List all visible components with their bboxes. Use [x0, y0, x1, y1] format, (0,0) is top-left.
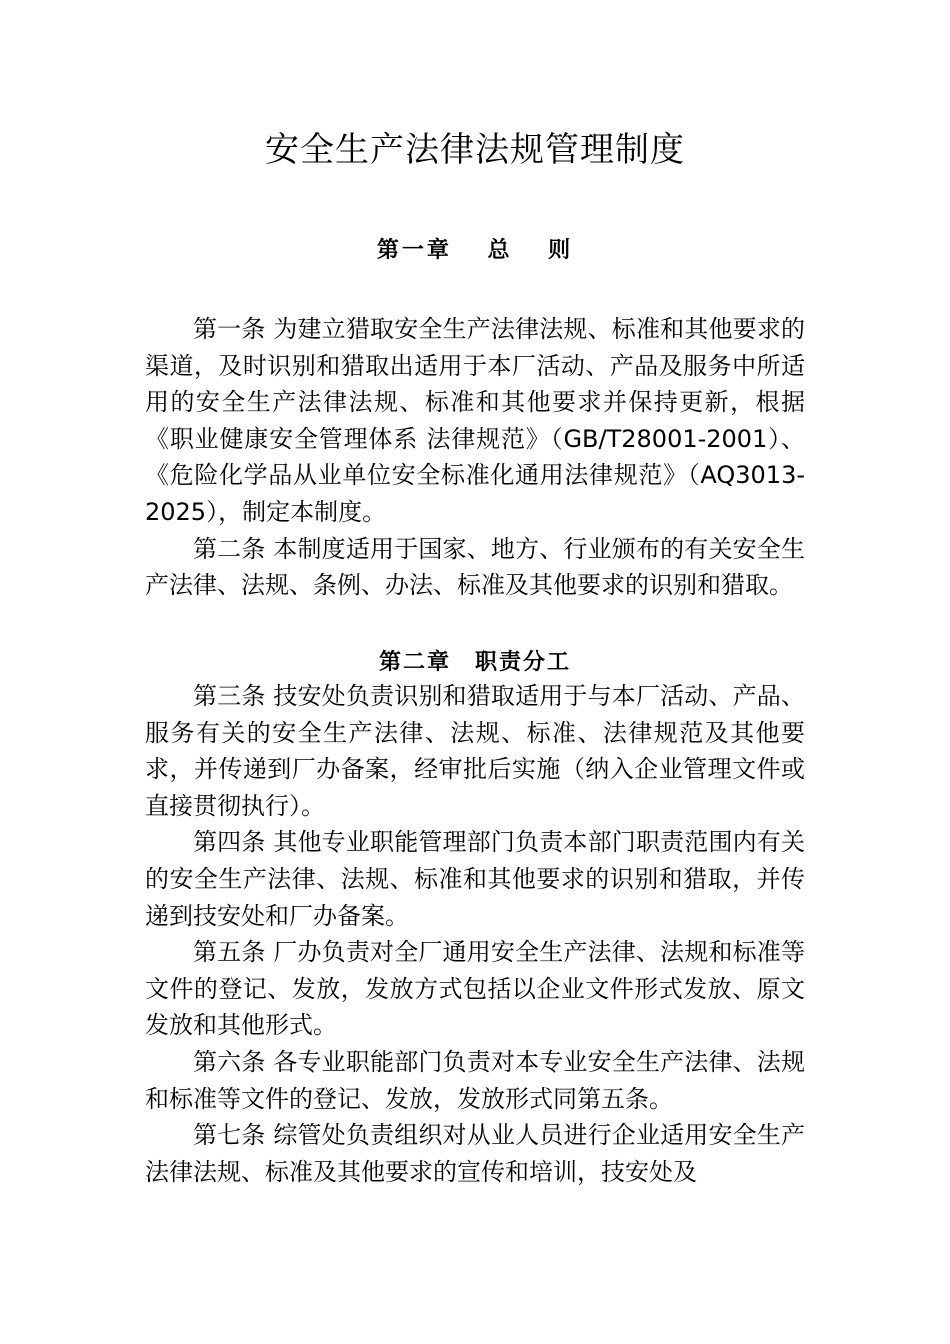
document-title: 安全生产法律法规管理制度 [265, 130, 685, 170]
chapter-2-heading: 第二章 职责分工 [378, 649, 571, 675]
chapter-1-heading: 第一章 总 则 [376, 237, 574, 263]
article-7: 第七条 综管处负责组织对从业人员进行企业适用安全生产法律法规、标准及其他要求的宣传和培训，技安处及 [145, 1121, 805, 1186]
article-6: 第六条 各专业职能部门负责对本专业安全生产法律、法规和标准等文件的登记、发放，发放形式同第五条。 [145, 1047, 805, 1113]
article-4: 第四条 其他专业职能管理部门负责本部门职责范围内有关的安全生产法律、法规、标准和其他要求的识别和猎取，并传递到技安处和厂办备案。 [145, 828, 805, 930]
article-1: 第一条 为建立猎取安全生产法律法规、标准和其他要求的渠道，及时识别和猎取出适用于本厂活动、产品及服务中所适用的安全生产法律法规、标准和其他要求并保持更新，根据《职业健康安全管理体系 法律规范》（GB/T28001-2001）、《危险化学品从业单位安全标准化通用法律规范》（AQ3013-2025），制定本制度。 [145, 315, 805, 526]
article-3: 第三条 技安处负责识别和猎取适用于与本厂活动、产品、服务有关的安全生产法律、法规、标准、法律规范及其他要求，并传递到厂办备案，经审批后实施（纳入企业管理文件或直接贯彻执行）。 [145, 682, 805, 820]
article-2: 第二条 本制度适用于国家、地方、行业颁布的有关安全生产法律、法规、条例、办法、标准及其他要求的识别和猎取。 [145, 534, 805, 600]
article-5: 第五条 厂办负责对全厂通用安全生产法律、法规和标准等文件的登记、发放，发放方式包括以企业文件形式发放、原文发放和其他形式。 [145, 938, 805, 1040]
chapter-2-body [145, 678, 805, 1190]
chapter-1-body [145, 311, 805, 604]
